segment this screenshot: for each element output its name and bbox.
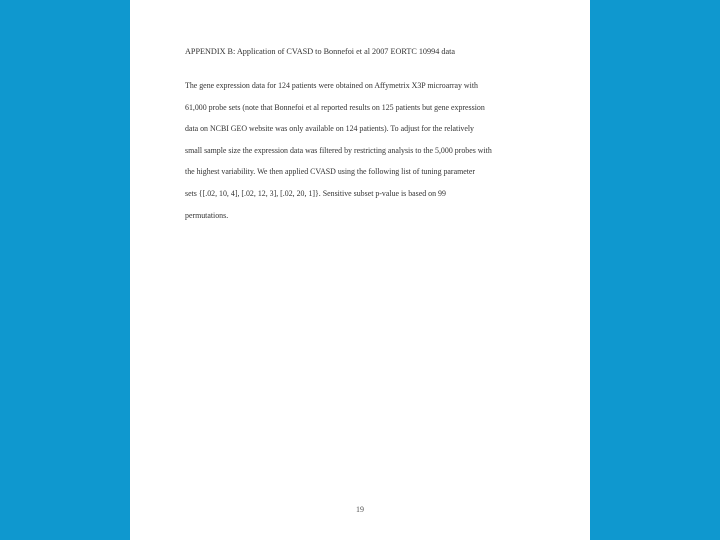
paragraph-line: small sample size the expression data was filtered by restricting analysis to the 5,000 probes with [185, 145, 492, 155]
appendix-heading: APPENDIX B: Application of CVASD to Bonnefoi et al 2007 EORTC 10994 data [185, 47, 455, 56]
paragraph-line: The gene expression data for 124 patients were obtained on Affymetrix X3P microarray with [185, 81, 478, 90]
paragraph-line: the highest variability. We then applied CVASD using the following list of tuning parameter [185, 167, 476, 177]
paragraph-line: data on NCBI GEO website was only available on 124 patients). To adjust for the relatively [185, 124, 474, 134]
page-content [185, 46, 550, 226]
body-paragraph [185, 75, 550, 226]
paragraph-line: permutations. [185, 210, 229, 220]
page-number: 19 [356, 505, 364, 514]
document-page [130, 0, 590, 540]
paragraph-line: sets {[.02, 10, 4], [.02, 12, 3], [.02, 20, 1]}. Sensitive subset p-value is based on 99 [185, 188, 446, 198]
paragraph-line: 61,000 probe sets (note that Bonnefoi et al reported results on 125 patients but gene expression [185, 102, 485, 112]
